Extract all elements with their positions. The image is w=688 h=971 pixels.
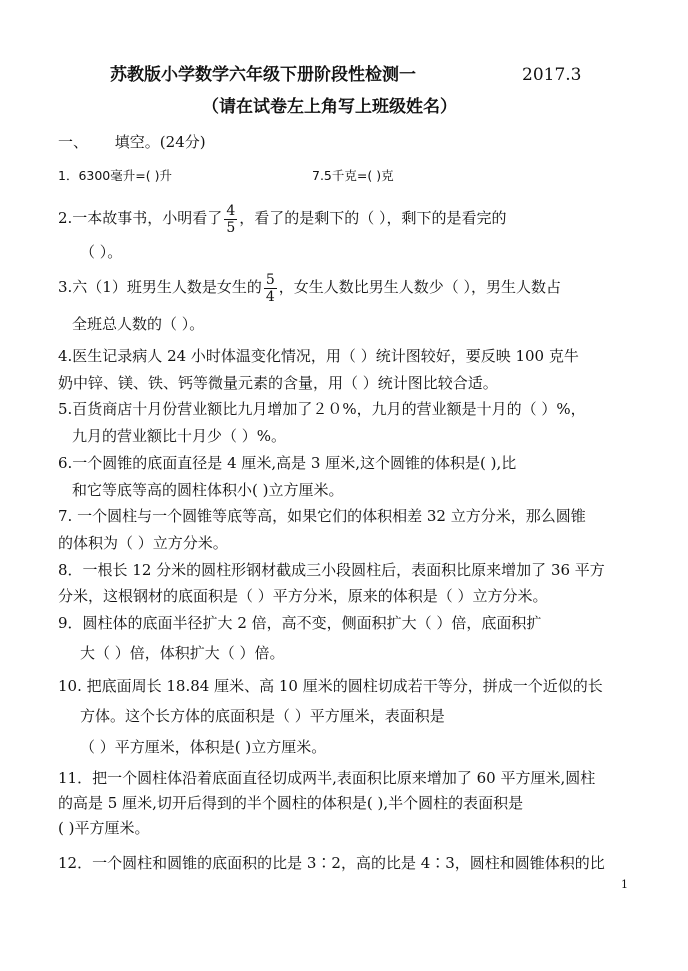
page-number: 1 — [621, 878, 628, 891]
question-2-text-b: ，看了的是剩下的（ ），剩下的是看完的 — [239, 209, 507, 227]
question-3-text-b: ，女生人数比男生人数少（ ），男生人数占 — [278, 278, 562, 296]
question-9-line-2: 大（ ）倍，体积扩大（ ）倍。 — [80, 644, 285, 662]
question-11-line-2: 的高是 5 厘米,切开后得到的半个圆柱的体积是( ),半个圆柱的表面积是 — [58, 794, 524, 812]
question-10-line-1: 10. 把底面周长 18.84 厘米、高 10 厘米的圆柱切成若干等分，拼成一个近似的长 — [58, 677, 603, 695]
exam-title: 苏教版小学数学六年级下册阶段性检测一 — [110, 65, 416, 85]
question-12-line-1: 12．一个圆柱和圆锥的底面积的比是 3∶2，高的比是 4∶3，圆柱和圆锥体积的比 — [58, 854, 605, 872]
question-2-text-a: 2.一本故事书，小明看了 — [58, 209, 223, 227]
fraction-denominator: 5 — [226, 219, 236, 236]
question-10-line-2: 方体。这个长方体的底面积是（ ）平方厘米，表面积是 — [80, 707, 445, 725]
question-8-line-2: 分米，这根钢材的底面积是（ ）平方分米，原来的体积是（ ）立方分米。 — [58, 587, 548, 605]
question-3-line-2: 全班总人数的（ ）。 — [72, 315, 205, 333]
question-8-line-1: 8．一根长 12 分米的圆柱形钢材截成三小段圆柱后，表面积比原来增加了 36 平方 — [58, 561, 605, 579]
section-number: 一、 — [58, 133, 89, 151]
question-6-line-2: 和它等底等高的圆柱体积小( )立方厘米。 — [72, 481, 344, 499]
question-11-line-3: ( )平方厘米。 — [58, 819, 150, 837]
question-10-line-3: （ ）平方厘米，体积是( )立方厘米。 — [80, 738, 327, 756]
fraction-numerator: 4 — [226, 202, 236, 219]
question-11-line-1: 11．把一个圆柱体沿着底面直径切成两半,表面积比原来增加了 60 平方厘米,圆柱 — [58, 769, 596, 787]
question-2-line-1 — [58, 201, 507, 236]
question-3-line-1 — [58, 270, 561, 305]
fraction-four-fifths — [224, 203, 237, 236]
question-1-part-b: 7.5千克=( )克 — [312, 168, 394, 183]
question-7-line-1: 7. 一个圆柱与一个圆锥等底等高，如果它们的体积相差 32 立方分米，那么圆锥 — [58, 507, 586, 525]
question-4-line-1: 4.医生记录病人 24 小时体温变化情况，用（ ）统计图较好，要反映 100 克牛 — [58, 347, 579, 365]
question-6-line-1: 6.一个圆锥的底面直径是 4 厘米,高是 3 厘米,这个圆锥的体积是( ),比 — [58, 454, 517, 472]
section-heading — [58, 132, 206, 152]
fraction-numerator: 5 — [265, 271, 275, 288]
question-9-line-1: 9．圆柱体的底面半径扩大 2 倍，高不变，侧面积扩大（ ）倍，底面积扩 — [58, 614, 542, 632]
question-7-line-2: 的体积为（ ）立方分米。 — [58, 534, 228, 552]
question-3-text-a: 3.六（1）班男生人数是女生的 — [58, 278, 262, 296]
question-2-line-2: （ ）。 — [80, 243, 123, 261]
fraction-denominator: 4 — [265, 288, 275, 305]
exam-date: 2017.3 — [522, 65, 582, 85]
question-5-line-2: 九月的营业额比十月少（ ）%。 — [72, 427, 287, 445]
fraction-five-fourths — [264, 272, 277, 305]
question-1-part-a: 1．6300毫升=( )升 — [58, 168, 172, 183]
exam-subtitle: （请在试卷左上角写上班级姓名） — [202, 97, 457, 117]
section-title: 填空。(24分) — [114, 133, 206, 151]
question-4-line-2: 奶中锌、镁、铁、钙等微量元素的含量，用（ ）统计图比较合适。 — [58, 374, 498, 392]
question-5-line-1: 5.百货商店十月份营业额比九月增加了２０%，九月的营业额是十月的（ ）%， — [58, 400, 586, 418]
